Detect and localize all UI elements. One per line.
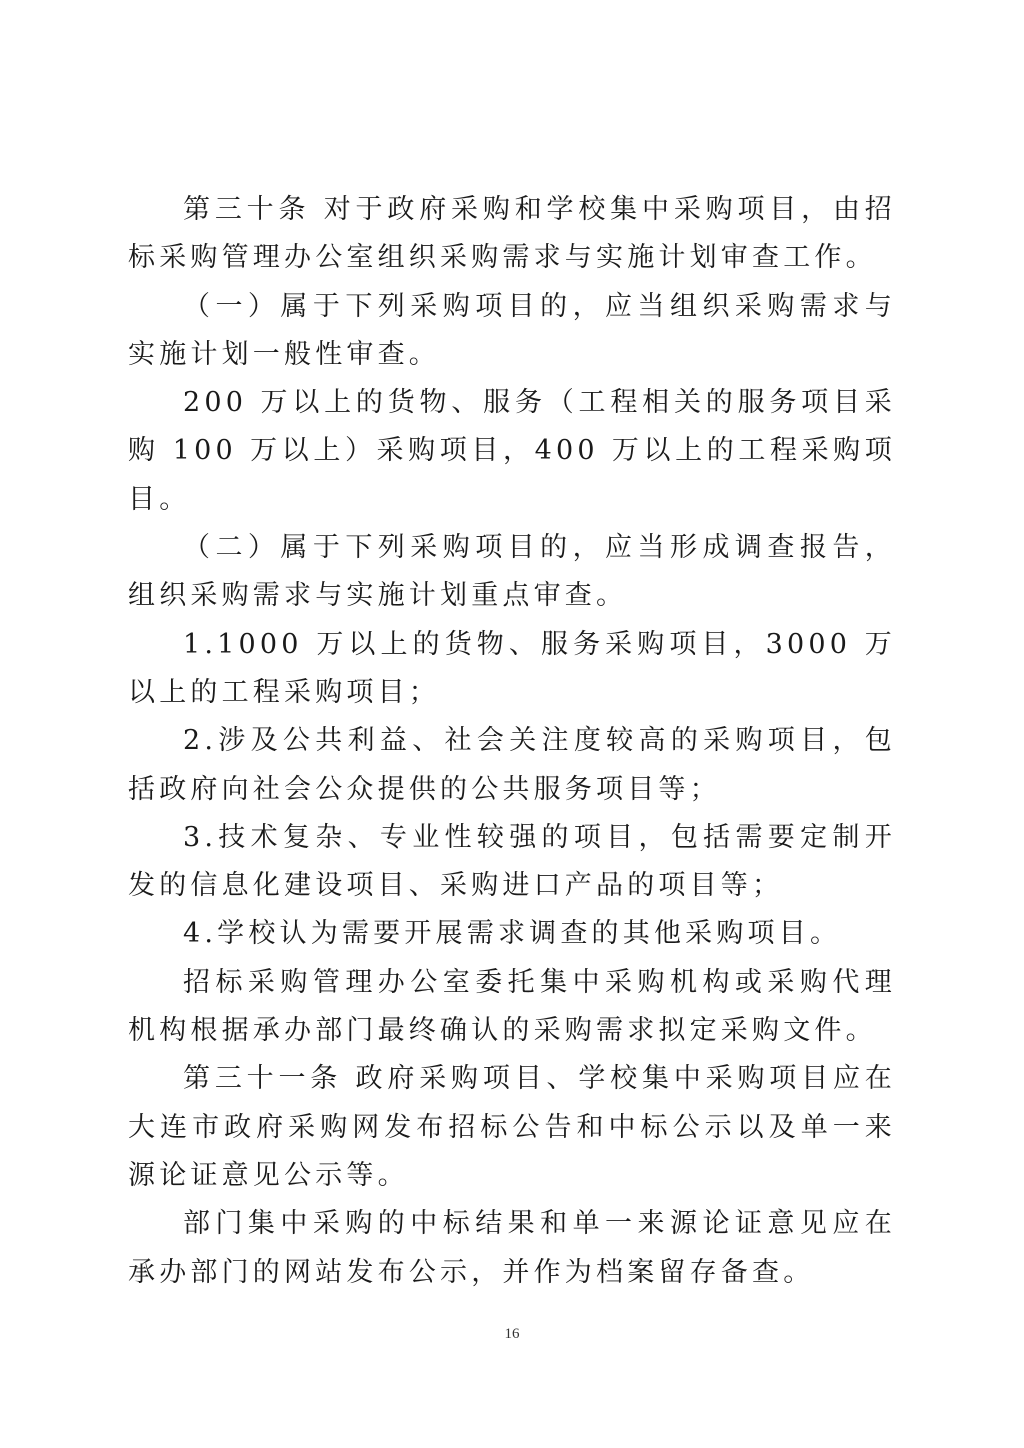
paragraph-general-review-thresholds: 200 万以上的货物、服务（工程相关的服务项目采购 100 万以上）采购项目，400 万以上的工程采购项目。 bbox=[128, 387, 896, 515]
list-item-key-review-2: 2.涉及公共利益、社会关注度较高的采购项目，包括政府向社会公众提供的公共服务项目等； bbox=[128, 725, 896, 805]
list-item-key-review-1: 1.1000 万以上的货物、服务采购项目，3000 万以上的工程采购项目； bbox=[128, 628, 896, 708]
paragraph-procurement-documents: 招标采购管理办公室委托集中采购机构或采购代理机构根据承办部门最终确认的采购需求拟定采购文件。 bbox=[128, 966, 896, 1047]
page-number: 16 bbox=[504, 1326, 520, 1342]
paragraph-key-review: （二）属于下列采购项目的，应当形成调查报告，组织采购需求与实施计划重点审查。 bbox=[128, 532, 896, 612]
list-item-key-review-4: 4.学校认为需要开展需求调查的其他采购项目。 bbox=[183, 918, 842, 950]
document-body bbox=[128, 186, 896, 1297]
paragraph-general-review: （一）属于下列采购项目的，应当组织采购需求与实施计划一般性审查。 bbox=[128, 290, 896, 370]
paragraph-department-publicity: 部门集中采购的中标结果和单一来源论证意见应在承办部门的网站发布公示，并作为档案留存备查。 bbox=[128, 1208, 896, 1288]
paragraph-article-31: 第三十一条 政府采购项目、学校集中采购项目应在大连市政府采购网发布招标公告和中标公示以及单一来源论证意见公示等。 bbox=[128, 1063, 896, 1191]
paragraph-article-30: 第三十条 对于政府采购和学校集中采购项目，由招标采购管理办公室组织采购需求与实施计划审查工作。 bbox=[128, 194, 896, 274]
list-item-key-review-3: 3.技术复杂、专业性较强的项目，包括需要定制开发的信息化建设项目、采购进口产品的项目等； bbox=[128, 821, 896, 902]
